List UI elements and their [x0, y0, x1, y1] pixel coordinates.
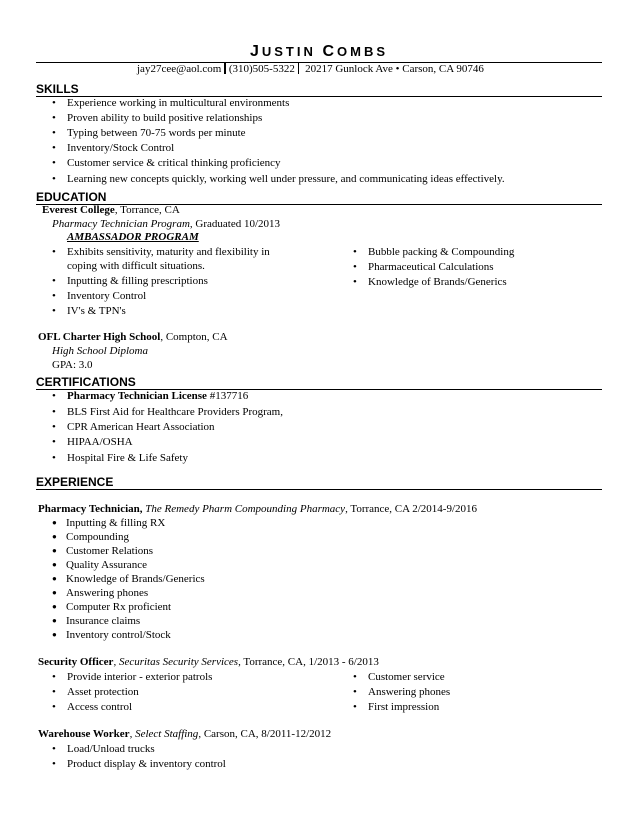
skill-item: • Inventory/Stock Control: [67, 142, 174, 154]
job-duty: • Product display & inventory control: [67, 758, 226, 770]
education-item: • Exhibits sensitivity, maturity and flexibility in: [67, 246, 270, 258]
job-details: , Torrance, CA 2/2014-9/2016: [345, 503, 478, 515]
experience-rule: [36, 489, 602, 490]
name-first-initial: J: [249, 43, 262, 60]
job-duty: ● Answering phones: [66, 587, 148, 599]
skill-item: • Experience working in multicultural environments: [67, 97, 289, 109]
highschool-diploma: High School Diploma: [52, 345, 148, 357]
certification-item: • BLS First Aid for Healthcare Providers Program,: [67, 406, 283, 418]
address: 20217 Gunlock Ave • Carson, CA 90746: [305, 63, 484, 75]
job-title: Warehouse Worker: [38, 728, 130, 740]
education-item-continued: coping with difficult situations.: [67, 260, 205, 272]
contact-info: [137, 62, 484, 75]
college-program-line: [52, 218, 280, 230]
job-duty: ● Inventory control/Stock: [66, 629, 171, 641]
education-item: • Knowledge of Brands/Generics: [368, 276, 507, 288]
job-duty: ● Compounding: [66, 531, 129, 543]
ambassador-program: AMBASSADOR PROGRAM: [67, 231, 199, 243]
skill-item: • Learning new concepts quickly, working well under pressure, and communicating ideas effectively.: [67, 173, 505, 185]
college-graduated: Graduated 10/2013: [192, 218, 281, 230]
highschool-gpa: GPA: 3.0: [52, 359, 93, 371]
job-duty: • First impression: [368, 701, 439, 713]
education-item: • Bubble packing & Compounding: [368, 246, 514, 258]
job-company: , Select Staffing: [129, 728, 199, 740]
job-duty: • Customer service: [368, 671, 445, 683]
education-heading: EDUCATION: [36, 190, 107, 204]
skill-item: • Typing between 70-75 words per minute: [67, 127, 246, 139]
college-program: Pharmacy Technician Program,: [52, 218, 193, 230]
email: jay27cee@aol.com: [137, 63, 222, 75]
job-duty: • Access control: [67, 701, 132, 713]
license-number: #137716: [206, 390, 249, 402]
job-duty: ● Knowledge of Brands/Generics: [66, 573, 205, 585]
job-duty: • Provide interior - exterior patrols: [67, 671, 212, 683]
name-last-initial: C: [322, 43, 338, 60]
job-company: The Remedy Pharm Compounding Pharmacy: [142, 503, 346, 515]
certifications-heading: CERTIFICATIONS: [36, 375, 136, 389]
skill-item: • Customer service & critical thinking proficiency: [67, 157, 281, 169]
name-last-rest: OMBS: [337, 44, 389, 59]
college-name: Everest College: [42, 204, 115, 216]
certification-item: • Hospital Fire & Life Safety: [67, 452, 188, 464]
certification-item: • CPR American Heart Association: [67, 421, 215, 433]
job-pharmacy-header: [38, 503, 477, 515]
phone: (310)505-5322: [228, 63, 295, 75]
highschool-line: [38, 331, 228, 343]
job-company: , Securitas Security Services: [113, 656, 239, 668]
job-duty: • Answering phones: [368, 686, 450, 698]
candidate-name: [0, 43, 638, 61]
job-duty: ● Computer Rx proficient: [66, 601, 171, 613]
job-duty: ● Inputting & filling RX: [66, 517, 165, 529]
job-duty: • Load/Unload trucks: [67, 743, 155, 755]
highschool-name: OFL Charter High School: [38, 331, 161, 343]
contact-separator: [298, 62, 300, 74]
job-title: Security Officer: [38, 656, 114, 668]
education-item: • Inputting & filling prescriptions: [67, 275, 208, 287]
certification-item: [67, 390, 248, 402]
job-title: Pharmacy Technician,: [38, 503, 143, 515]
job-duty: ● Customer Relations: [66, 545, 153, 557]
job-security-header: [38, 656, 379, 668]
job-warehouse-header: [38, 728, 331, 740]
license-label: Pharmacy Technician License: [67, 390, 207, 402]
education-item: • Pharmaceutical Calculations: [368, 261, 494, 273]
job-duty: ● Insurance claims: [66, 615, 140, 627]
certification-item: • HIPAA/OSHA: [67, 436, 133, 448]
job-details: , Torrance, CA, 1/2013 - 6/2013: [238, 656, 379, 668]
name-first-rest: USTIN: [261, 44, 316, 59]
college-location: , Torrance, CA: [114, 204, 180, 216]
contact-separator: [224, 62, 226, 74]
education-item: • Inventory Control: [67, 290, 146, 302]
college-line: [42, 204, 180, 216]
skill-item: • Proven ability to build positive relationships: [67, 112, 262, 124]
job-details: , Carson, CA, 8/2011-12/2012: [198, 728, 332, 740]
education-item: • IV's & TPN's: [67, 305, 126, 317]
job-duty: • Asset protection: [67, 686, 139, 698]
job-duty: ● Quality Assurance: [66, 559, 147, 571]
highschool-location: , Compton, CA: [160, 331, 228, 343]
experience-heading: EXPERIENCE: [36, 475, 114, 489]
skills-heading: SKILLS: [36, 82, 79, 96]
